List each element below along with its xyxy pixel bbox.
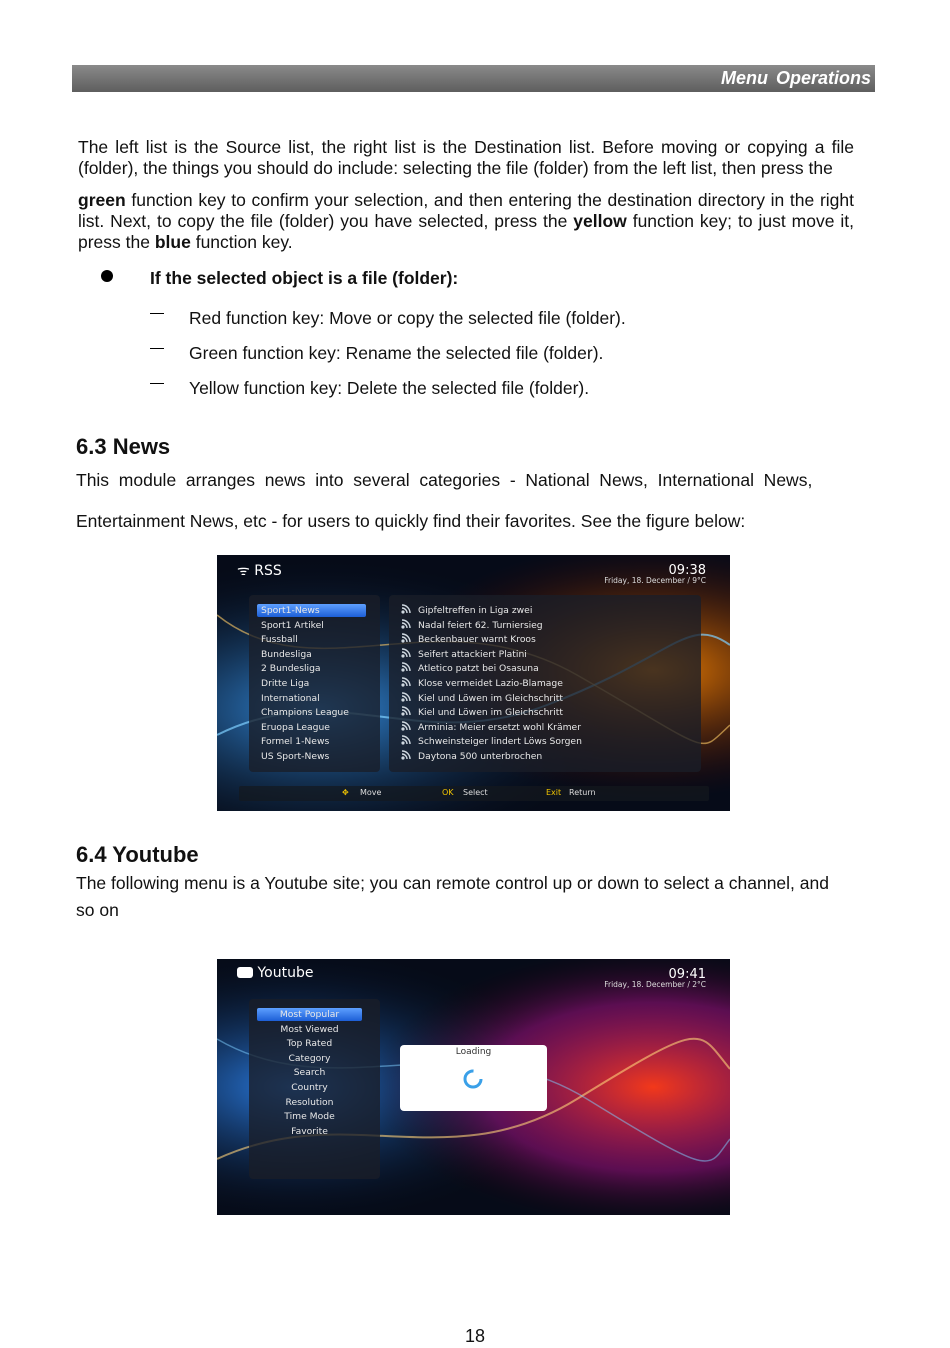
footer-select: Select — [463, 788, 488, 797]
youtube-date: Friday, 18. December / 2°C — [604, 980, 706, 989]
category-item[interactable]: Sport1-News — [257, 604, 366, 617]
rss-feed-icon — [401, 619, 412, 629]
news-line-1: This module arranges news into several categories - National News, International News, — [76, 470, 813, 490]
youtube-time: 09:41 — [668, 967, 706, 982]
headline-text: Kiel und Löwen im Gleichschritt — [418, 692, 563, 704]
rss-feed-icon — [401, 604, 412, 614]
page-number: 18 — [464, 1326, 486, 1346]
rss-time: 09:38 — [668, 563, 706, 578]
category-item[interactable]: Champions League — [261, 707, 349, 719]
loading-dialog — [400, 1045, 547, 1111]
rss-date: Friday, 18. December / 9°C — [604, 576, 706, 585]
dash-list-item — [150, 343, 603, 364]
intro-line: The left list is the Source list, the right list is the Destination list. Before moving or copying a file (folder), the things you should do include: selecting the file (folder) from the left list, then press the — [78, 137, 854, 178]
rss-title-text: RSS — [254, 563, 282, 579]
category-item[interactable]: Fussball — [261, 634, 298, 646]
rss-feed-icon — [401, 662, 412, 672]
intro-paragraph-1 — [78, 137, 854, 179]
footer-return: Return — [569, 788, 596, 797]
youtube-play-icon — [237, 967, 253, 978]
loading-text: Loading — [455, 1047, 492, 1057]
youtube-screenshot — [217, 959, 730, 1215]
bullet-icon — [101, 270, 113, 282]
bullet-heading: If the selected object is a file (folder): — [150, 268, 459, 288]
dash-icon — [150, 383, 164, 385]
section-header-bar — [72, 65, 875, 92]
intro-text-b: function key; to just move it, press the — [78, 211, 854, 252]
rss-feed-icon — [401, 721, 412, 731]
intro-text-a: function key to confirm your selection, and then entering the destination directory in the right list. Next, to copy the file (folder) you have selected, press the — [78, 190, 854, 231]
rss-feed-icon — [401, 750, 412, 760]
headline-item[interactable] — [401, 735, 582, 748]
youtube-menu-item[interactable]: Favorite — [291, 1125, 328, 1137]
headline-item[interactable] — [401, 662, 539, 675]
youtube-menu-item[interactable]: Country — [291, 1082, 328, 1093]
move-arrows-icon: ✥ — [342, 788, 349, 797]
youtube-menu-item[interactable]: Resolution — [285, 1096, 334, 1108]
youtube-line-2: so on — [76, 900, 119, 920]
headline-text: Seifert attackiert Platini — [418, 648, 527, 660]
category-item[interactable]: International — [261, 692, 320, 704]
category-item[interactable]: Sport1 Artikel — [261, 619, 324, 631]
news-line-2: Entertainment News, etc - for users to quickly find their favorites. See the figure below: — [76, 511, 746, 531]
dash-item-text: Yellow function key: Delete the selected file (folder). — [189, 378, 590, 398]
category-item[interactable]: 2 Bundesliga — [261, 663, 321, 675]
dash-item-text: Green function key: Rename the selected file (folder). — [189, 343, 604, 363]
dash-item-text: Red function key: Move or copy the selected file (folder). — [189, 308, 626, 328]
loading-spinner-icon — [461, 1067, 485, 1091]
youtube-line-1: The following menu is a Youtube site; you can remote control up or down to select a channel, and — [76, 873, 829, 893]
headline-text: Atletico patzt bei Osasuna — [418, 663, 539, 675]
headline-text: Kiel und Löwen im Gleichschritt — [418, 707, 563, 719]
headline-text: Klose vermeidet Lazio-Blamage — [418, 678, 563, 689]
headline-item[interactable] — [401, 706, 563, 719]
youtube-section-title: 6.4 Youtube — [76, 842, 199, 867]
headline-text: Schweinsteiger lindert Löws Sorgen — [418, 736, 582, 748]
blue-key-text: blue — [154, 232, 191, 252]
rss-feed-icon — [401, 735, 412, 745]
rss-feed-icon — [401, 633, 412, 643]
youtube-title-text: Youtube — [257, 965, 314, 981]
headline-item[interactable] — [401, 648, 527, 661]
intro-body — [78, 190, 854, 253]
dash-list-item — [150, 308, 626, 329]
footer-exit-key: Exit — [546, 788, 562, 797]
headline-item[interactable] — [401, 721, 581, 734]
footer-move: Move — [360, 788, 382, 797]
news-section-title: 6.3 News — [76, 434, 171, 459]
youtube-menu-item[interactable]: Time Mode — [284, 1111, 335, 1123]
rss-title — [237, 561, 282, 580]
headline-text: Arminia: Meier ersetzt wohl Krämer — [418, 721, 581, 733]
rss-footer — [239, 786, 709, 801]
intro-paragraph-2 — [78, 190, 854, 253]
dash-icon — [150, 313, 164, 315]
category-item[interactable]: Formel 1-News — [261, 736, 330, 748]
youtube-menu-item[interactable]: Most Viewed — [280, 1023, 339, 1035]
section-header-title: Menu Operations — [720, 68, 871, 88]
headline-item[interactable] — [401, 677, 563, 690]
dash-list-item — [150, 378, 589, 399]
intro-text-c: function key. — [190, 232, 293, 252]
headline-item[interactable] — [401, 604, 532, 617]
category-item[interactable]: US Sport-News — [261, 751, 330, 762]
headline-text: Daytona 500 unterbrochen — [418, 751, 543, 762]
category-item[interactable]: Bundesliga — [261, 648, 312, 660]
rss-feed-icon — [401, 706, 412, 716]
rss-feed-icon — [401, 677, 412, 687]
rss-icon: ᯤ — [237, 563, 250, 579]
headline-item[interactable] — [401, 692, 563, 705]
rss-feed-icon — [401, 648, 412, 658]
category-item[interactable]: Eruopa League — [261, 721, 330, 733]
youtube-menu-item[interactable]: Most Popular — [257, 1008, 362, 1021]
category-item[interactable]: Dritte Liga — [261, 678, 310, 689]
youtube-title — [237, 965, 313, 981]
youtube-menu-item[interactable]: Category — [288, 1052, 331, 1064]
headline-text: Nadal feiert 62. Turniersieg — [418, 619, 543, 631]
footer-ok-key: OK — [442, 788, 454, 797]
headline-item[interactable] — [401, 750, 542, 763]
headline-item[interactable] — [401, 633, 536, 646]
youtube-menu-item[interactable]: Search — [293, 1067, 326, 1079]
headline-text: Beckenbauer warnt Kroos — [418, 634, 536, 646]
rss-screenshot — [217, 555, 730, 811]
headline-item[interactable] — [401, 619, 543, 632]
youtube-menu-item[interactable]: Top Rated — [286, 1038, 333, 1050]
headline-text: Gipfeltreffen in Liga zwei — [418, 605, 533, 616]
dash-icon — [150, 348, 164, 350]
rss-feed-icon — [401, 692, 412, 702]
yellow-key-text: yellow — [573, 211, 627, 231]
green-key-text: green — [78, 190, 126, 210]
